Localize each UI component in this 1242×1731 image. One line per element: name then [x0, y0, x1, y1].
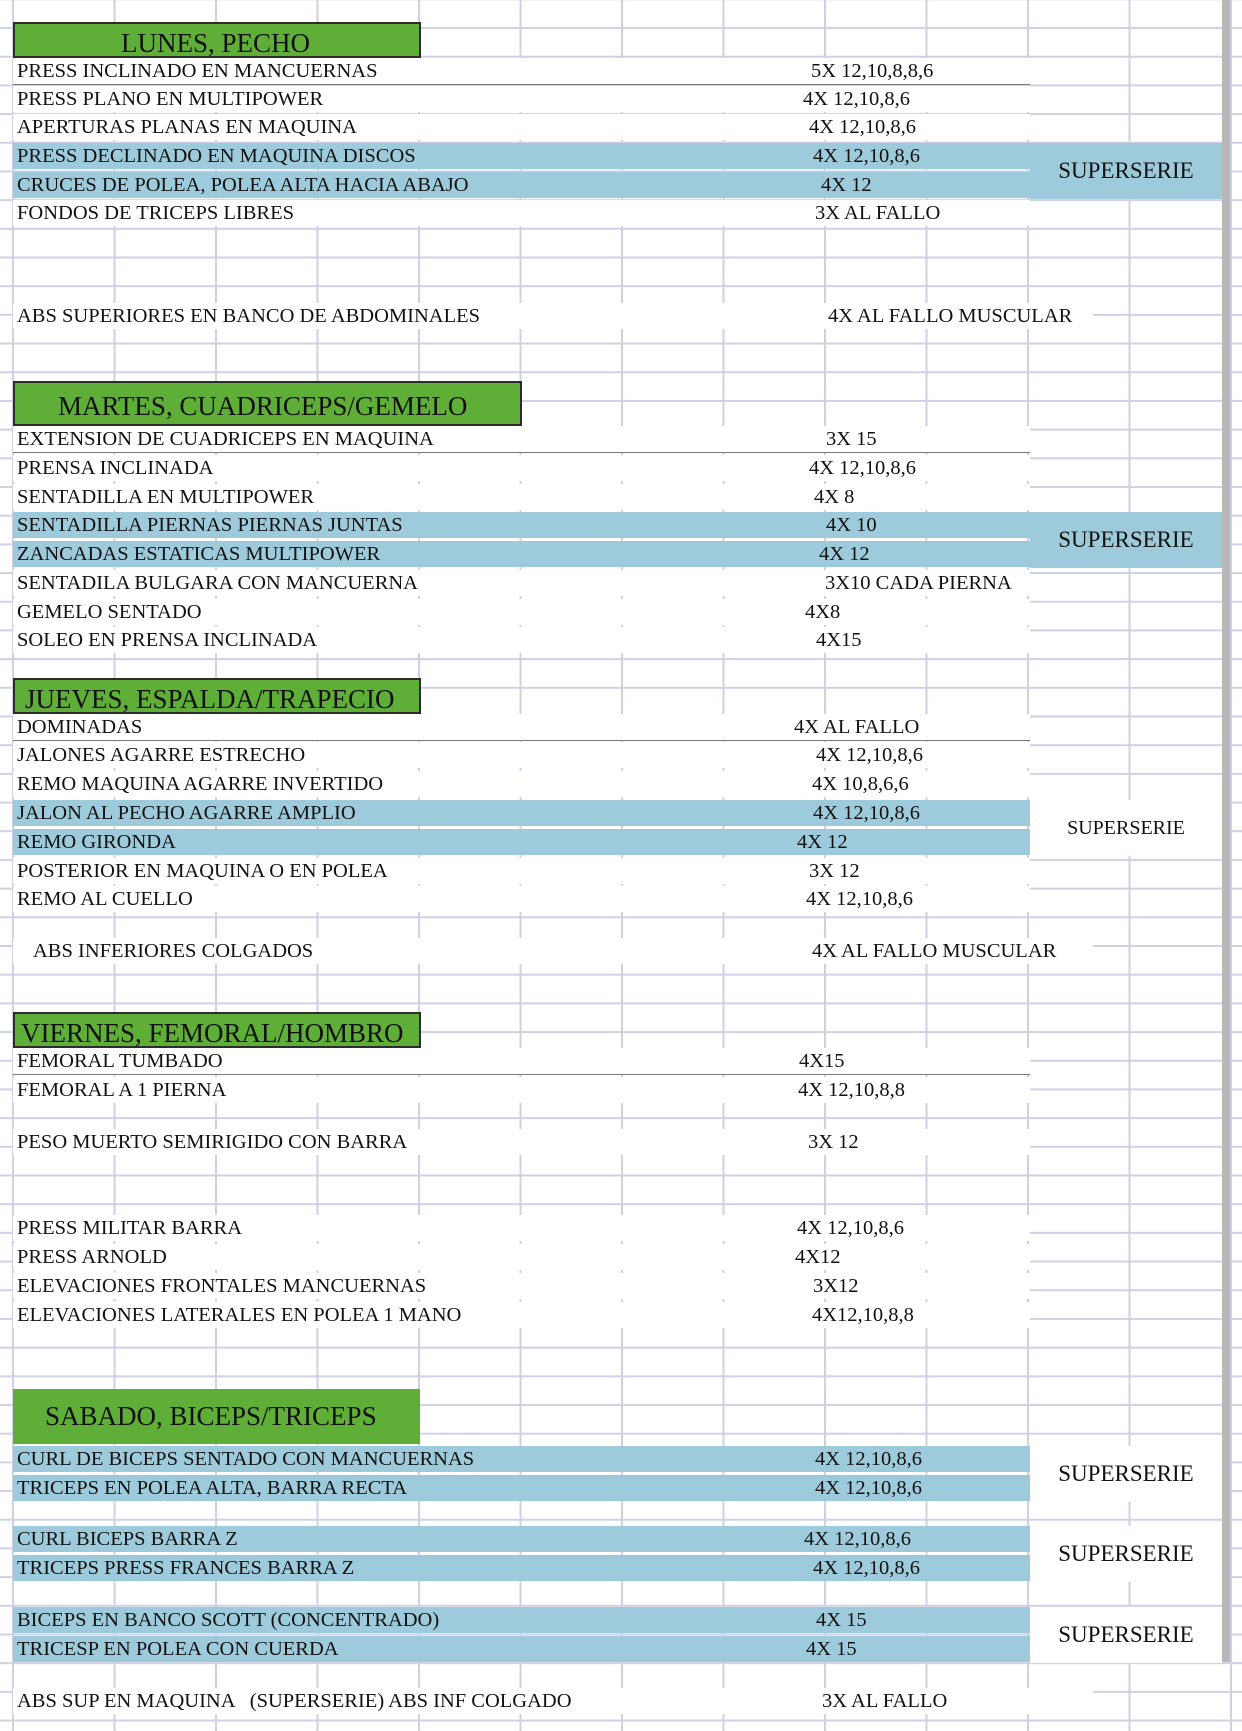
exercise-row: PRESS MILITAR BARRA 4X 12,10,8,6: [13, 1215, 1030, 1241]
exercise-row-superset: JALON AL PECHO AGARRE AMPLIO 4X 12,10,8,6: [13, 800, 1030, 826]
exercise-row-superset: CURL DE BICEPS SENTADO CON MANCUERNAS 4X 12,10,8,6: [13, 1446, 1030, 1472]
superserie-label: SUPERSERIE: [1030, 800, 1222, 856]
exercise-row: FEMORAL A 1 PIERNA 4X 12,10,8,8: [13, 1077, 1030, 1103]
exercise-row: PRESS ARNOLD 4X12: [13, 1244, 1030, 1270]
exercise-row: ELEVACIONES LATERALES EN POLEA 1 MANO 4X12,10,8,8: [13, 1302, 1030, 1328]
exercise-row-superset: TRICEPS PRESS FRANCES BARRA Z 4X 12,10,8,6: [13, 1555, 1030, 1581]
exercise-row: REMO MAQUINA AGARRE INVERTIDO 4X 10,8,6,6: [13, 771, 1030, 797]
exercise-row: SENTADILLA EN MULTIPOWER 4X 8: [13, 484, 1030, 510]
exercise-row-superset: PRESS DECLINADO EN MAQUINA DISCOS 4X 12,10,8,6: [13, 143, 1030, 169]
exercise-row: APERTURAS PLANAS EN MAQUINA 4X 12,10,8,6: [13, 114, 1030, 140]
abs-row: ABS INFERIORES COLGADOS 4X AL FALLO MUSCULAR: [13, 938, 1093, 964]
superserie-label: SUPERSERIE: [1030, 512, 1222, 568]
day-header-tuesday: MARTES, CUADRICEPS/GEMELO: [13, 381, 522, 426]
exercise-row-superset: BICEPS EN BANCO SCOTT (CONCENTRADO) 4X 15: [13, 1607, 1030, 1633]
exercise-row: DOMINADAS 4X AL FALLO: [13, 714, 1030, 741]
exercise-row: SOLEO EN PRENSA INCLINADA 4X15: [13, 627, 1030, 653]
abs-row: ABS SUP EN MAQUINA (SUPERSERIE) ABS INF COLGADO 3X AL FALLO: [13, 1688, 1093, 1714]
exercise-row-superset: ZANCADAS ESTATICAS MULTIPOWER 4X 12: [13, 541, 1030, 567]
superserie-label: SUPERSERIE: [1030, 1607, 1222, 1663]
exercise-row: POSTERIOR EN MAQUINA O EN POLEA 3X 12: [13, 858, 1030, 884]
exercise-row-superset: CURL BICEPS BARRA Z 4X 12,10,8,6: [13, 1526, 1030, 1552]
exercise-row-superset: SENTADILLA PIERNAS PIERNAS JUNTAS 4X 10: [13, 512, 1030, 538]
abs-row: ABS SUPERIORES EN BANCO DE ABDOMINALES 4X AL FALLO MUSCULAR: [13, 303, 1093, 329]
day-header-monday: LUNES, PECHO: [13, 22, 421, 58]
exercise-row: FEMORAL TUMBADO 4X15: [13, 1048, 1030, 1075]
exercise-row-superset: TRICEPS EN POLEA ALTA, BARRA RECTA 4X 12,10,8,6: [13, 1475, 1030, 1501]
exercise-row-superset: CRUCES DE POLEA, POLEA ALTA HACIA ABAJO 4X 12: [13, 172, 1030, 198]
superserie-label: SUPERSERIE: [1030, 1526, 1222, 1582]
exercise-row: FONDOS DE TRICEPS LIBRES 3X AL FALLO: [13, 200, 1030, 226]
day-header-thursday: JUEVES, ESPALDA/TRAPECIO: [13, 678, 421, 714]
exercise-row: PRESS INCLINADO EN MANCUERNAS 5X 12,10,8,8,6: [13, 58, 1030, 85]
exercise-row: SENTADILA BULGARA CON MANCUERNA 3X10 CADA PIERNA: [13, 570, 1030, 596]
exercise-row: REMO AL CUELLO 4X 12,10,8,6: [13, 886, 1030, 912]
scrollbar[interactable]: [1222, 0, 1230, 1662]
day-header-friday: VIERNES, FEMORAL/HOMBRO: [13, 1012, 421, 1048]
exercise-row: PESO MUERTO SEMIRIGIDO CON BARRA 3X 12: [13, 1129, 1030, 1155]
day-header-saturday: SABADO, BICEPS/TRICEPS: [13, 1389, 420, 1444]
superserie-label: SUPERSERIE: [1030, 1446, 1222, 1502]
exercise-row: ELEVACIONES FRONTALES MANCUERNAS 3X12: [13, 1273, 1030, 1299]
exercise-row: GEMELO SENTADO 4X8: [13, 599, 1030, 625]
exercise-row: PRENSA INCLINADA 4X 12,10,8,6: [13, 455, 1030, 481]
exercise-row: EXTENSION DE CUADRICEPS EN MAQUINA 3X 15: [13, 426, 1030, 453]
superserie-label: SUPERSERIE: [1030, 143, 1222, 199]
exercise-row-superset: REMO GIRONDA 4X 12: [13, 829, 1030, 855]
exercise-row: JALONES AGARRE ESTRECHO 4X 12,10,8,6: [13, 742, 1030, 768]
exercise-row: PRESS PLANO EN MULTIPOWER 4X 12,10,8,6: [13, 86, 1030, 112]
exercise-row-superset: TRICESP EN POLEA CON CUERDA 4X 15: [13, 1636, 1030, 1662]
